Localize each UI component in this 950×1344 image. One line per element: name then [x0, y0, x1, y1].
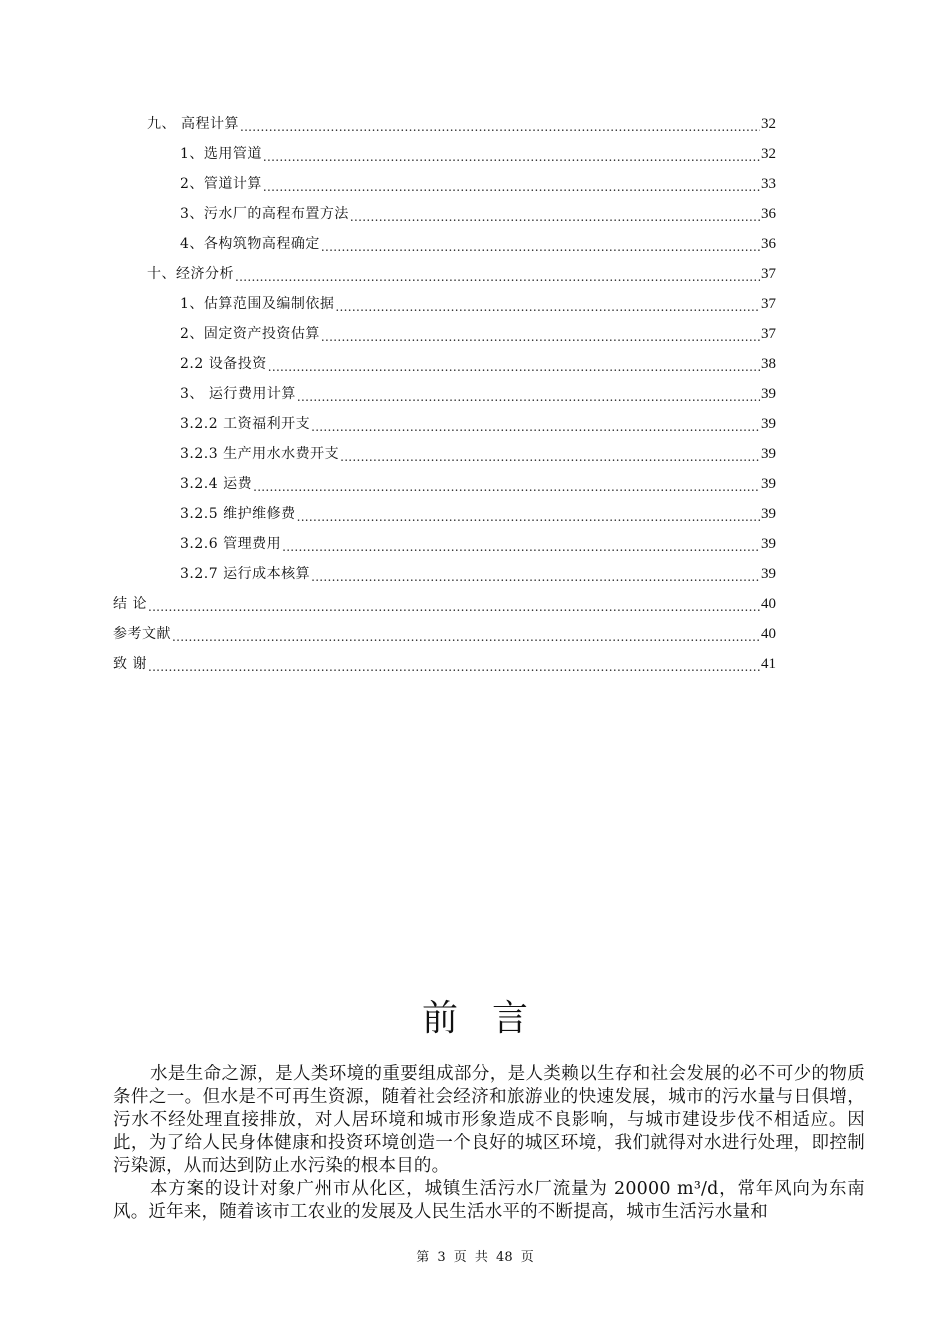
- toc-entry-label: 3.2.7 运行成本核算: [180, 566, 311, 582]
- toc-leader-dots: [335, 294, 760, 314]
- toc-entry-label: 3.2.5 维护维修费: [180, 506, 296, 522]
- toc-entry[interactable]: [180, 354, 776, 374]
- toc-leader-dots: [297, 384, 760, 404]
- section-heading: 前言: [421, 998, 562, 1039]
- toc-leader-dots: [311, 564, 760, 584]
- toc-entry-label: 十、经济分析: [147, 266, 234, 282]
- toc-entry-label: 3、污水厂的高程布置方法: [180, 206, 349, 222]
- toc-entry-page: 39: [761, 416, 776, 432]
- toc-entry-label: 3.2.4 运费: [180, 476, 253, 492]
- toc-entry-page: 41: [761, 656, 776, 672]
- toc-entry-page: 39: [761, 476, 776, 492]
- toc-entry-page: 37: [761, 296, 776, 312]
- toc-entry[interactable]: [113, 624, 776, 644]
- toc-entry[interactable]: [113, 654, 776, 674]
- toc-entry[interactable]: [180, 444, 776, 464]
- toc-entry[interactable]: [147, 114, 776, 134]
- toc-entry-label: 3.2.3 生产用水水费开支: [180, 446, 340, 462]
- toc-leader-dots: [253, 474, 760, 494]
- toc-entry-label: 3.2.6 管理费用: [180, 536, 282, 552]
- toc-entry-page: 32: [761, 116, 776, 132]
- toc-leader-dots: [268, 354, 760, 374]
- toc-entry[interactable]: [180, 204, 776, 224]
- toc-entry-page: 36: [761, 236, 776, 252]
- toc-entry-page: 40: [761, 596, 776, 612]
- toc-entry-page: 37: [761, 326, 776, 342]
- toc-entry[interactable]: [180, 174, 776, 194]
- toc-entry-page: 36: [761, 206, 776, 222]
- toc-entry[interactable]: [147, 264, 776, 284]
- toc-leader-dots: [321, 324, 760, 344]
- toc-entry-label: 参考文献: [113, 626, 171, 642]
- toc-leader-dots: [235, 264, 760, 284]
- toc-leader-dots: [297, 504, 760, 524]
- paragraph: 本方案的设计对象广州市从化区，城镇生活污水厂流量为 20000 m³/d，常年风向为东南风。近年来，随着该市工农业的发展及人民生活水平的不断提高，城市生活污水量和: [113, 1179, 865, 1222]
- toc-entry-label: 1、选用管道: [180, 146, 262, 162]
- toc-leader-dots: [263, 144, 760, 164]
- toc-leader-dots: [240, 114, 760, 134]
- toc-entry-label: 3、 运行费用计算: [180, 386, 296, 402]
- toc-entry-label: 九、 高程计算: [147, 116, 239, 132]
- toc-leader-dots: [282, 534, 760, 554]
- toc-entry-page: 39: [761, 566, 776, 582]
- toc-leader-dots: [148, 654, 760, 674]
- toc-entry[interactable]: [180, 474, 776, 494]
- toc-entry[interactable]: [180, 534, 776, 554]
- toc-entry-label: 1、估算范围及编制依据: [180, 296, 335, 312]
- toc-entry-page: 40: [761, 626, 776, 642]
- toc-leader-dots: [340, 444, 760, 464]
- toc-entry-label: 3.2.2 工资福利开支: [180, 416, 311, 432]
- toc-leader-dots: [172, 624, 760, 644]
- toc-entry-page: 39: [761, 446, 776, 462]
- toc-entry-label: 2、固定资产投资估算: [180, 326, 320, 342]
- toc-leader-dots: [311, 414, 760, 434]
- toc-entry[interactable]: [180, 144, 776, 164]
- toc-entry[interactable]: [180, 414, 776, 434]
- toc-entry[interactable]: [180, 234, 776, 254]
- toc-leader-dots: [148, 594, 760, 614]
- toc-entry[interactable]: [180, 324, 776, 344]
- body-text: [113, 1063, 865, 1224]
- toc-leader-dots: [321, 234, 760, 254]
- toc-leader-dots: [263, 174, 760, 194]
- toc-entry-page: 32: [761, 146, 776, 162]
- page-footer: 第 3 页 共 48 页: [416, 1250, 534, 1265]
- toc-entry-label: 致 谢: [113, 656, 147, 672]
- toc-entry-label: 结 论: [113, 596, 147, 612]
- toc-entry-page: 38: [761, 356, 776, 372]
- toc-entry-page: 39: [761, 536, 776, 552]
- toc-entry-label: 2.2 设备投资: [180, 356, 267, 372]
- toc-leader-dots: [350, 204, 760, 224]
- paragraph: 水是生命之源，是人类环境的重要组成部分，是人类赖以生存和社会发展的必不可少的物质条件之一。但水是不可再生资源，随着社会经济和旅游业的快速发展，城市的污水量与日俱增，污水不经处理直接排放，对人居环境和城市形象造成不良影响，与城市建设步伐不相适应。因此，为了给人民身体健康和投资环境创造一个良好的城区环境，我们就得对水进行处理，即控制污染源，从而达到防止水污染的根本目的。: [113, 1064, 865, 1176]
- toc-entry[interactable]: [113, 594, 776, 614]
- toc-entry-page: 39: [761, 386, 776, 402]
- toc-entry-page: 37: [761, 266, 776, 282]
- toc-entry-label: 2、管道计算: [180, 176, 262, 192]
- toc-entry-page: 39: [761, 506, 776, 522]
- toc-entry[interactable]: [180, 294, 776, 314]
- toc-entry[interactable]: [180, 384, 776, 404]
- toc-entry-label: 4、各构筑物高程确定: [180, 236, 320, 252]
- toc-entry[interactable]: [180, 564, 776, 584]
- toc-entry-page: 33: [761, 176, 776, 192]
- toc-entry[interactable]: [180, 504, 776, 524]
